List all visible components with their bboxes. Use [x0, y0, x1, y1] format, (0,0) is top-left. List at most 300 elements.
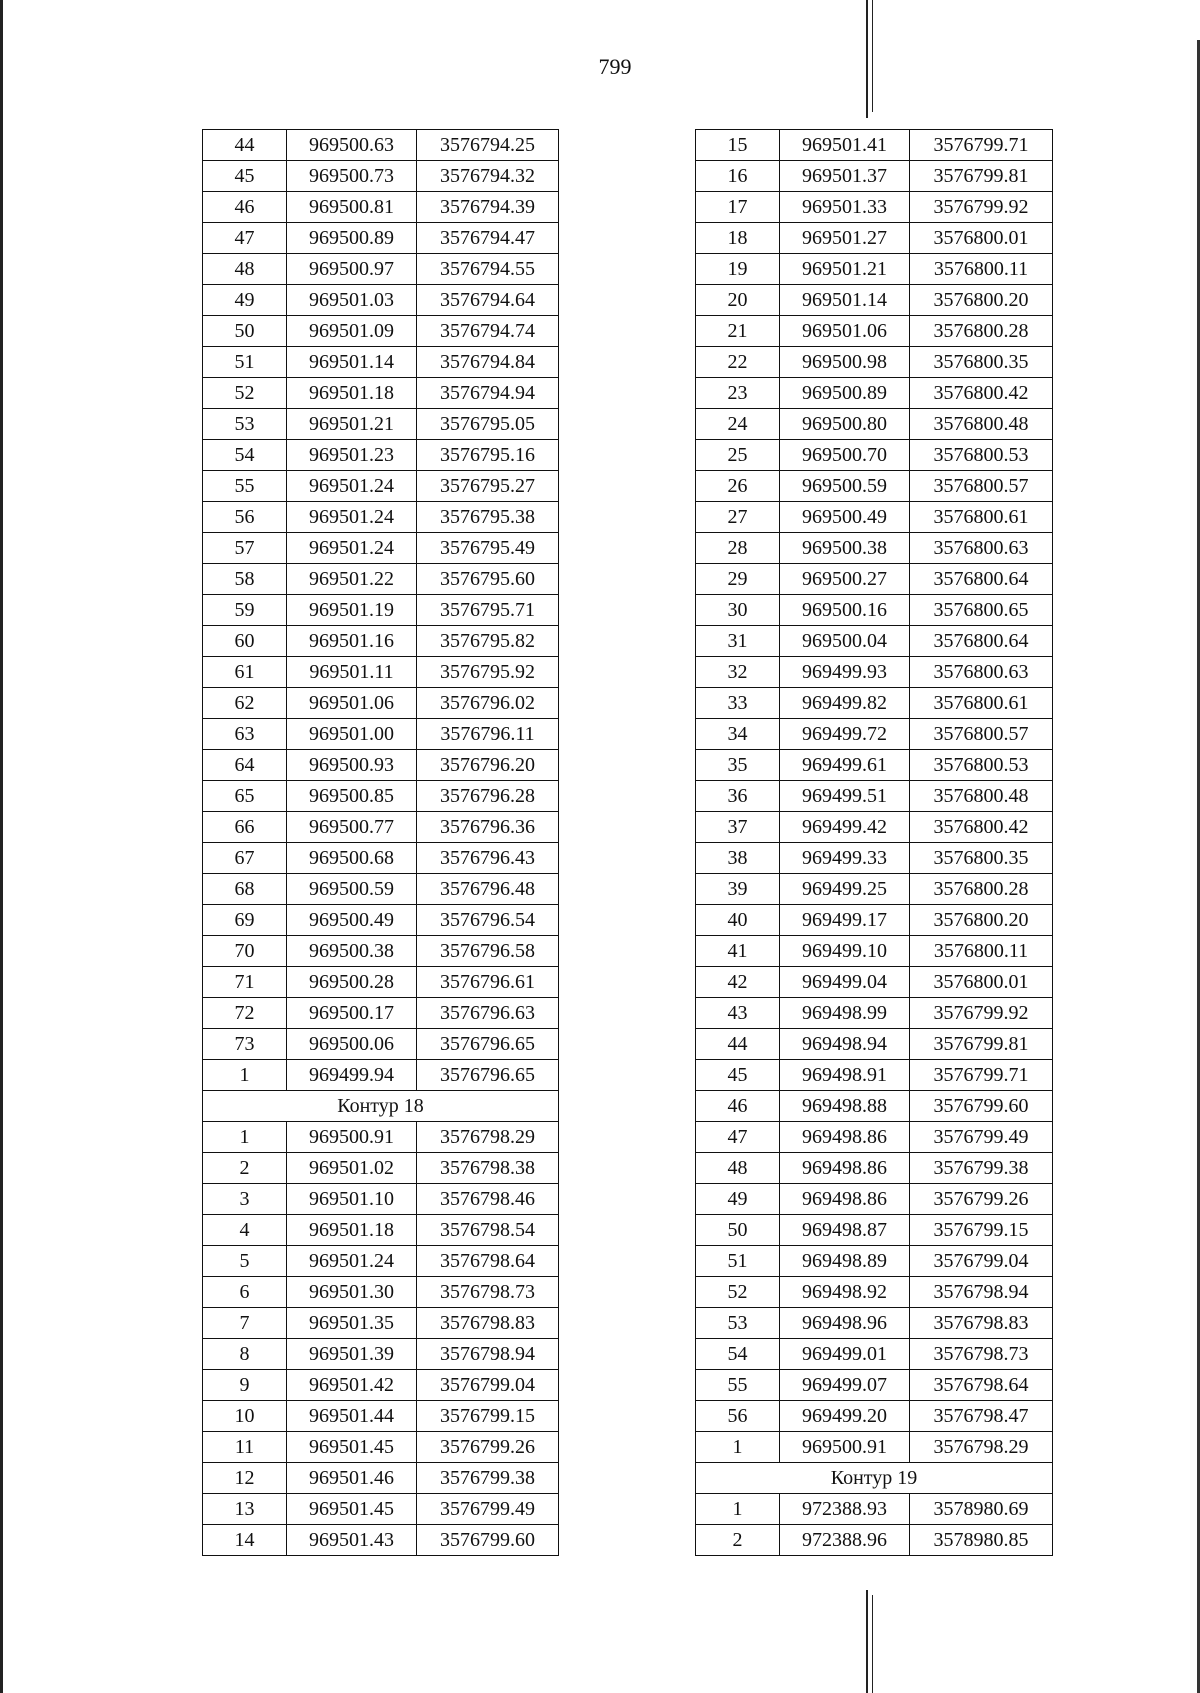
x-coordinate-cell: 969500.91: [287, 1122, 417, 1153]
table-row: [696, 874, 1053, 905]
x-coordinate-cell: 969501.44: [287, 1401, 417, 1432]
y-coordinate-cell: 3576798.64: [417, 1246, 559, 1277]
contour-header-row: [203, 1091, 559, 1122]
x-coordinate-cell: 969501.18: [287, 1215, 417, 1246]
point-number-cell: 22: [696, 347, 780, 378]
y-coordinate-cell: 3576800.11: [910, 936, 1053, 967]
y-coordinate-cell: 3576796.65: [417, 1060, 559, 1091]
table-row: [696, 1153, 1053, 1184]
table-row: [203, 688, 559, 719]
x-coordinate-cell: 969500.89: [287, 223, 417, 254]
coordinates-table-left: [202, 129, 559, 1556]
y-coordinate-cell: 3576798.29: [417, 1122, 559, 1153]
point-number-cell: 59: [203, 595, 287, 626]
point-number-cell: 34: [696, 719, 780, 750]
table-row: [696, 812, 1053, 843]
x-coordinate-cell: 969499.61: [780, 750, 910, 781]
table-row: [203, 1277, 559, 1308]
table-row: [203, 1494, 559, 1525]
table-row: [203, 905, 559, 936]
y-coordinate-cell: 3576799.71: [910, 130, 1053, 161]
y-coordinate-cell: 3576798.64: [910, 1370, 1053, 1401]
table-row: [203, 874, 559, 905]
table-row: [696, 254, 1053, 285]
table-row: [203, 843, 559, 874]
point-number-cell: 73: [203, 1029, 287, 1060]
table-row: [696, 657, 1053, 688]
point-number-cell: 49: [203, 285, 287, 316]
point-number-cell: 61: [203, 657, 287, 688]
table-row: [696, 843, 1053, 874]
contour-header: Контур 19: [696, 1463, 1053, 1494]
table-row: [203, 657, 559, 688]
y-coordinate-cell: 3576800.42: [910, 378, 1053, 409]
table-row: [203, 1060, 559, 1091]
point-number-cell: 38: [696, 843, 780, 874]
y-coordinate-cell: 3576799.49: [910, 1122, 1053, 1153]
x-coordinate-cell: 969500.59: [780, 471, 910, 502]
table-row: [696, 285, 1053, 316]
point-number-cell: 51: [203, 347, 287, 378]
point-number-cell: 8: [203, 1339, 287, 1370]
y-coordinate-cell: 3576798.38: [417, 1153, 559, 1184]
y-coordinate-cell: 3576800.11: [910, 254, 1053, 285]
table-row: [696, 1339, 1053, 1370]
x-coordinate-cell: 969500.91: [780, 1432, 910, 1463]
y-coordinate-cell: 3576800.64: [910, 564, 1053, 595]
x-coordinate-cell: 969499.01: [780, 1339, 910, 1370]
point-number-cell: 26: [696, 471, 780, 502]
point-number-cell: 37: [696, 812, 780, 843]
y-coordinate-cell: 3576800.53: [910, 440, 1053, 471]
table-row: [203, 502, 559, 533]
point-number-cell: 9: [203, 1370, 287, 1401]
y-coordinate-cell: 3576796.54: [417, 905, 559, 936]
point-number-cell: 1: [203, 1122, 287, 1153]
table-row: [696, 936, 1053, 967]
point-number-cell: 48: [696, 1153, 780, 1184]
point-number-cell: 41: [696, 936, 780, 967]
x-coordinate-cell: 969499.17: [780, 905, 910, 936]
table-row: [696, 409, 1053, 440]
table-row: [696, 719, 1053, 750]
table-row: [696, 1184, 1053, 1215]
y-coordinate-cell: 3576800.57: [910, 471, 1053, 502]
point-number-cell: 11: [203, 1432, 287, 1463]
table-row: [203, 347, 559, 378]
table-row: [203, 192, 559, 223]
x-coordinate-cell: 969500.77: [287, 812, 417, 843]
x-coordinate-cell: 969501.39: [287, 1339, 417, 1370]
point-number-cell: 16: [696, 161, 780, 192]
y-coordinate-cell: 3576796.63: [417, 998, 559, 1029]
y-coordinate-cell: 3576795.38: [417, 502, 559, 533]
x-coordinate-cell: 969498.96: [780, 1308, 910, 1339]
point-number-cell: 1: [203, 1060, 287, 1091]
table-row: [203, 316, 559, 347]
point-number-cell: 21: [696, 316, 780, 347]
table-row: [203, 1184, 559, 1215]
table-row: [203, 1463, 559, 1494]
table-row: [203, 719, 559, 750]
point-number-cell: 14: [203, 1525, 287, 1556]
point-number-cell: 27: [696, 502, 780, 533]
y-coordinate-cell: 3576798.83: [910, 1308, 1053, 1339]
table-row: [696, 1122, 1053, 1153]
table-row: [203, 998, 559, 1029]
point-number-cell: 69: [203, 905, 287, 936]
x-coordinate-cell: 969501.14: [780, 285, 910, 316]
point-number-cell: 39: [696, 874, 780, 905]
page-left-edge: [0, 0, 3, 1693]
table-row: [696, 161, 1053, 192]
point-number-cell: 23: [696, 378, 780, 409]
y-coordinate-cell: 3576794.32: [417, 161, 559, 192]
point-number-cell: 57: [203, 533, 287, 564]
point-number-cell: 58: [203, 564, 287, 595]
y-coordinate-cell: 3576798.73: [417, 1277, 559, 1308]
x-coordinate-cell: 969501.24: [287, 502, 417, 533]
x-coordinate-cell: 969501.21: [287, 409, 417, 440]
point-number-cell: 52: [696, 1277, 780, 1308]
point-number-cell: 40: [696, 905, 780, 936]
y-coordinate-cell: 3576800.53: [910, 750, 1053, 781]
y-coordinate-cell: 3576795.82: [417, 626, 559, 657]
x-coordinate-cell: 969501.14: [287, 347, 417, 378]
y-coordinate-cell: 3576794.47: [417, 223, 559, 254]
table-row: [203, 1525, 559, 1556]
x-coordinate-cell: 969500.16: [780, 595, 910, 626]
x-coordinate-cell: 969500.27: [780, 564, 910, 595]
point-number-cell: 54: [203, 440, 287, 471]
x-coordinate-cell: 969498.89: [780, 1246, 910, 1277]
table-row: [203, 223, 559, 254]
x-coordinate-cell: 972388.93: [780, 1494, 910, 1525]
x-coordinate-cell: 969499.33: [780, 843, 910, 874]
x-coordinate-cell: 969501.02: [287, 1153, 417, 1184]
point-number-cell: 33: [696, 688, 780, 719]
table-row: [696, 533, 1053, 564]
x-coordinate-cell: 969498.91: [780, 1060, 910, 1091]
y-coordinate-cell: 3576800.48: [910, 409, 1053, 440]
table-row: [203, 1339, 559, 1370]
y-coordinate-cell: 3576800.61: [910, 688, 1053, 719]
table-row: [203, 533, 559, 564]
y-coordinate-cell: 3576799.15: [417, 1401, 559, 1432]
y-coordinate-cell: 3576795.27: [417, 471, 559, 502]
x-coordinate-cell: 969501.43: [287, 1525, 417, 1556]
y-coordinate-cell: 3576796.58: [417, 936, 559, 967]
y-coordinate-cell: 3576800.01: [910, 223, 1053, 254]
x-coordinate-cell: 969501.45: [287, 1494, 417, 1525]
x-coordinate-cell: 969499.51: [780, 781, 910, 812]
table-row: [203, 471, 559, 502]
y-coordinate-cell: 3576800.28: [910, 874, 1053, 905]
table-row: [696, 1215, 1053, 1246]
x-coordinate-cell: 969500.73: [287, 161, 417, 192]
x-coordinate-cell: 969498.88: [780, 1091, 910, 1122]
point-number-cell: 1: [696, 1432, 780, 1463]
table-row: [696, 781, 1053, 812]
y-coordinate-cell: 3576794.55: [417, 254, 559, 285]
x-coordinate-cell: 969501.19: [287, 595, 417, 626]
point-number-cell: 25: [696, 440, 780, 471]
x-coordinate-cell: 969499.20: [780, 1401, 910, 1432]
y-coordinate-cell: 3576799.26: [417, 1432, 559, 1463]
table-row: [203, 161, 559, 192]
x-coordinate-cell: 969500.49: [780, 502, 910, 533]
x-coordinate-cell: 969501.11: [287, 657, 417, 688]
coordinates-table-right: [695, 129, 1053, 1556]
table-row: [203, 1246, 559, 1277]
x-coordinate-cell: 969499.82: [780, 688, 910, 719]
table-row: [696, 1308, 1053, 1339]
point-number-cell: 62: [203, 688, 287, 719]
table-row: [203, 626, 559, 657]
x-coordinate-cell: 969501.33: [780, 192, 910, 223]
table-row: [696, 967, 1053, 998]
y-coordinate-cell: 3576796.11: [417, 719, 559, 750]
x-coordinate-cell: 969500.98: [780, 347, 910, 378]
x-coordinate-cell: 972388.96: [780, 1525, 910, 1556]
x-coordinate-cell: 969501.09: [287, 316, 417, 347]
x-coordinate-cell: 969501.37: [780, 161, 910, 192]
table-row: [203, 254, 559, 285]
y-coordinate-cell: 3576798.94: [910, 1277, 1053, 1308]
y-coordinate-cell: 3576794.94: [417, 378, 559, 409]
point-number-cell: 65: [203, 781, 287, 812]
table-row: [696, 1494, 1053, 1525]
point-number-cell: 17: [696, 192, 780, 223]
point-number-cell: 60: [203, 626, 287, 657]
table-row: [203, 378, 559, 409]
coordinates-table-right-body: [696, 130, 1053, 1556]
x-coordinate-cell: 969500.97: [287, 254, 417, 285]
x-coordinate-cell: 969501.06: [780, 316, 910, 347]
table-row: [696, 316, 1053, 347]
point-number-cell: 43: [696, 998, 780, 1029]
table-row: [696, 1091, 1053, 1122]
table-row: [203, 1153, 559, 1184]
y-coordinate-cell: 3576794.84: [417, 347, 559, 378]
x-coordinate-cell: 969499.93: [780, 657, 910, 688]
point-number-cell: 35: [696, 750, 780, 781]
point-number-cell: 32: [696, 657, 780, 688]
table-row: [203, 1432, 559, 1463]
y-coordinate-cell: 3576799.04: [910, 1246, 1053, 1277]
x-coordinate-cell: 969500.06: [287, 1029, 417, 1060]
table-row: [203, 409, 559, 440]
y-coordinate-cell: 3576800.28: [910, 316, 1053, 347]
table-row: [203, 1308, 559, 1339]
point-number-cell: 6: [203, 1277, 287, 1308]
point-number-cell: 55: [696, 1370, 780, 1401]
table-row: [696, 378, 1053, 409]
point-number-cell: 12: [203, 1463, 287, 1494]
table-row: [203, 1215, 559, 1246]
y-coordinate-cell: 3576795.49: [417, 533, 559, 564]
y-coordinate-cell: 3576800.20: [910, 285, 1053, 316]
table-row: [696, 1370, 1053, 1401]
table-row: [696, 998, 1053, 1029]
x-coordinate-cell: 969501.27: [780, 223, 910, 254]
x-coordinate-cell: 969500.80: [780, 409, 910, 440]
y-coordinate-cell: 3576795.92: [417, 657, 559, 688]
table-row: [203, 781, 559, 812]
y-coordinate-cell: 3576796.02: [417, 688, 559, 719]
y-coordinate-cell: 3576800.61: [910, 502, 1053, 533]
y-coordinate-cell: 3576800.64: [910, 626, 1053, 657]
point-number-cell: 49: [696, 1184, 780, 1215]
x-coordinate-cell: 969501.06: [287, 688, 417, 719]
coordinates-table-left-body: [203, 130, 559, 1556]
x-coordinate-cell: 969500.59: [287, 874, 417, 905]
y-coordinate-cell: 3576799.60: [417, 1525, 559, 1556]
x-coordinate-cell: 969500.49: [287, 905, 417, 936]
point-number-cell: 10: [203, 1401, 287, 1432]
point-number-cell: 2: [203, 1153, 287, 1184]
x-coordinate-cell: 969501.46: [287, 1463, 417, 1494]
x-coordinate-cell: 969501.30: [287, 1277, 417, 1308]
point-number-cell: 44: [696, 1029, 780, 1060]
y-coordinate-cell: 3576794.39: [417, 192, 559, 223]
y-coordinate-cell: 3576800.63: [910, 533, 1053, 564]
point-number-cell: 2: [696, 1525, 780, 1556]
y-coordinate-cell: 3576800.42: [910, 812, 1053, 843]
y-coordinate-cell: 3576798.29: [910, 1432, 1053, 1463]
y-coordinate-cell: 3576798.94: [417, 1339, 559, 1370]
x-coordinate-cell: 969500.70: [780, 440, 910, 471]
y-coordinate-cell: 3576800.48: [910, 781, 1053, 812]
point-number-cell: 36: [696, 781, 780, 812]
y-coordinate-cell: 3576799.92: [910, 192, 1053, 223]
point-number-cell: 48: [203, 254, 287, 285]
point-number-cell: 50: [696, 1215, 780, 1246]
table-row: [696, 502, 1053, 533]
point-number-cell: 42: [696, 967, 780, 998]
y-coordinate-cell: 3576798.54: [417, 1215, 559, 1246]
y-coordinate-cell: 3576800.57: [910, 719, 1053, 750]
x-coordinate-cell: 969498.92: [780, 1277, 910, 1308]
y-coordinate-cell: 3576796.61: [417, 967, 559, 998]
y-coordinate-cell: 3576799.49: [417, 1494, 559, 1525]
y-coordinate-cell: 3576796.48: [417, 874, 559, 905]
x-coordinate-cell: 969499.72: [780, 719, 910, 750]
point-number-cell: 67: [203, 843, 287, 874]
point-number-cell: 30: [696, 595, 780, 626]
table-row: [696, 564, 1053, 595]
y-coordinate-cell: 3576800.20: [910, 905, 1053, 936]
x-coordinate-cell: 969501.23: [287, 440, 417, 471]
table-row: [203, 130, 559, 161]
y-coordinate-cell: 3576799.92: [910, 998, 1053, 1029]
y-coordinate-cell: 3576795.71: [417, 595, 559, 626]
point-number-cell: 20: [696, 285, 780, 316]
table-row: [696, 626, 1053, 657]
x-coordinate-cell: 969501.00: [287, 719, 417, 750]
point-number-cell: 50: [203, 316, 287, 347]
table-row: [696, 1029, 1053, 1060]
x-coordinate-cell: 969499.94: [287, 1060, 417, 1091]
point-number-cell: 1: [696, 1494, 780, 1525]
x-coordinate-cell: 969498.86: [780, 1184, 910, 1215]
point-number-cell: 47: [203, 223, 287, 254]
point-number-cell: 46: [696, 1091, 780, 1122]
y-coordinate-cell: 3576800.01: [910, 967, 1053, 998]
x-coordinate-cell: 969500.28: [287, 967, 417, 998]
table-row: [696, 595, 1053, 626]
table-row: [203, 967, 559, 998]
x-coordinate-cell: 969501.24: [287, 533, 417, 564]
point-number-cell: 52: [203, 378, 287, 409]
x-coordinate-cell: 969499.07: [780, 1370, 910, 1401]
x-coordinate-cell: 969501.42: [287, 1370, 417, 1401]
table-row: [696, 223, 1053, 254]
y-coordinate-cell: 3576799.38: [417, 1463, 559, 1494]
point-number-cell: 5: [203, 1246, 287, 1277]
point-number-cell: 56: [696, 1401, 780, 1432]
y-coordinate-cell: 3576799.60: [910, 1091, 1053, 1122]
table-row: [696, 440, 1053, 471]
contour-header-row: [696, 1463, 1053, 1494]
point-number-cell: 29: [696, 564, 780, 595]
y-coordinate-cell: 3576798.46: [417, 1184, 559, 1215]
point-number-cell: 71: [203, 967, 287, 998]
point-number-cell: 54: [696, 1339, 780, 1370]
table-row: [203, 440, 559, 471]
table-row: [696, 471, 1053, 502]
page-number: 799: [598, 54, 632, 79]
x-coordinate-cell: 969501.10: [287, 1184, 417, 1215]
contour-header: Контур 18: [203, 1091, 559, 1122]
binding-rule-bottom: [866, 1590, 868, 1693]
table-row: [203, 285, 559, 316]
point-number-cell: 46: [203, 192, 287, 223]
x-coordinate-cell: 969499.10: [780, 936, 910, 967]
x-coordinate-cell: 969501.22: [287, 564, 417, 595]
point-number-cell: 15: [696, 130, 780, 161]
x-coordinate-cell: 969501.16: [287, 626, 417, 657]
x-coordinate-cell: 969498.86: [780, 1153, 910, 1184]
point-number-cell: 68: [203, 874, 287, 905]
table-row: [203, 1029, 559, 1060]
x-coordinate-cell: 969501.24: [287, 471, 417, 502]
point-number-cell: 44: [203, 130, 287, 161]
y-coordinate-cell: 3576794.64: [417, 285, 559, 316]
x-coordinate-cell: 969500.93: [287, 750, 417, 781]
x-coordinate-cell: 969498.94: [780, 1029, 910, 1060]
table-row: [203, 936, 559, 967]
y-coordinate-cell: 3576799.81: [910, 161, 1053, 192]
y-coordinate-cell: 3576799.04: [417, 1370, 559, 1401]
point-number-cell: 45: [203, 161, 287, 192]
point-number-cell: 4: [203, 1215, 287, 1246]
table-row: [203, 1401, 559, 1432]
point-number-cell: 28: [696, 533, 780, 564]
point-number-cell: 63: [203, 719, 287, 750]
y-coordinate-cell: 3576800.63: [910, 657, 1053, 688]
table-row: [696, 130, 1053, 161]
binding-rule-bottom-thin: [872, 1595, 873, 1693]
y-coordinate-cell: 3576799.71: [910, 1060, 1053, 1091]
x-coordinate-cell: 969500.68: [287, 843, 417, 874]
x-coordinate-cell: 969501.35: [287, 1308, 417, 1339]
y-coordinate-cell: 3576796.20: [417, 750, 559, 781]
point-number-cell: 64: [203, 750, 287, 781]
y-coordinate-cell: 3576799.38: [910, 1153, 1053, 1184]
table-row: [696, 192, 1053, 223]
point-number-cell: 56: [203, 502, 287, 533]
